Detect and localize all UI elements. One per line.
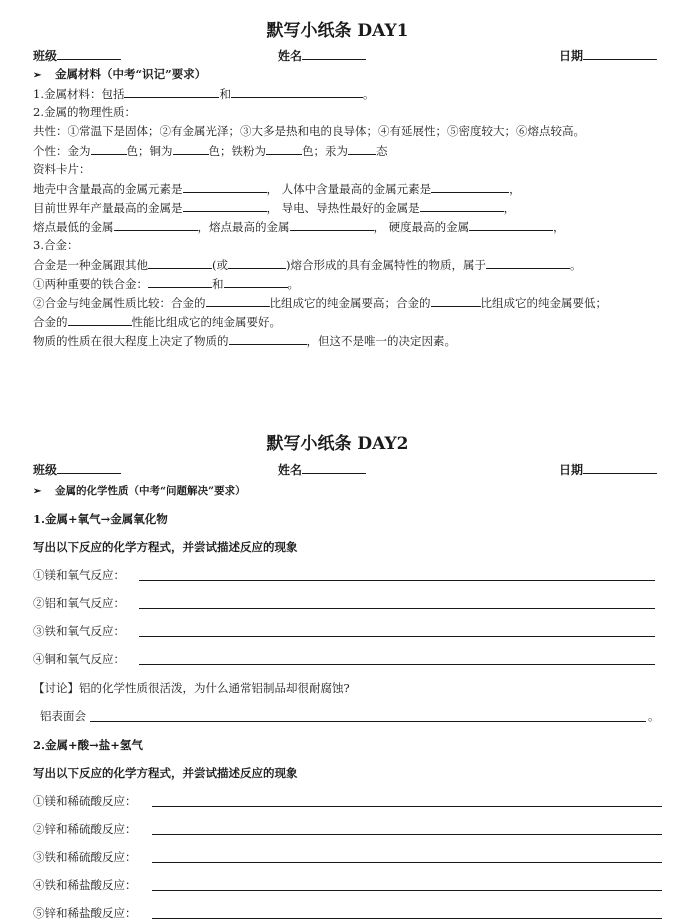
text: ，但这不是唯一的决定因素。 [306,334,456,348]
day2-name-field [278,461,366,478]
day1-line-10 [33,257,582,273]
day1-line-4 [33,143,388,159]
answer-line[interactable] [152,862,662,863]
blank[interactable] [229,333,307,345]
text: 。 [570,258,582,272]
text: )熔合形成的具有金属特性的物质，属于 [286,258,486,272]
text: 物质的性质在很大程度上决定了物质的 [33,334,229,348]
blank[interactable] [420,200,504,212]
answer-line[interactable] [152,834,662,835]
day2-s1-item-4: ④铜和氧气反应： [33,652,125,666]
day1-line-7 [33,200,515,216]
day1-line-12 [33,295,607,311]
text: 态 [376,144,388,158]
answer-line[interactable] [152,890,662,891]
blank[interactable] [348,143,376,155]
blank[interactable] [124,86,219,98]
section-title: 金属的化学性质（中考“问题解决”要求） [55,485,246,497]
day1-date-field [559,47,657,64]
text: ， [553,220,565,234]
blank[interactable] [290,219,374,231]
day2-discussion: 【讨论】铝的化学性质很活泼，为什么通常铝制品却很耐腐蚀? [33,681,350,695]
name-blank[interactable] [302,462,366,474]
arrow-bullet-icon: ➢ [33,70,42,81]
blank[interactable] [228,257,286,269]
text: 色；铜为 [126,144,173,158]
text: ， 人体中含量最高的金属元素是 [266,182,432,196]
day1-line-3: 共性：①常温下是固体；②有金属光泽；③大多是热和电的良导体；④有延展性；⑤密度较大；⑥熔点较高。 [33,124,585,138]
day2-header-row [33,461,660,477]
blank[interactable] [224,276,288,288]
day1-line-13 [33,314,281,330]
day1-line-9: 3.合金： [33,238,79,252]
text: 目前世界年产量最高的金属是 [33,201,183,215]
blank[interactable] [114,219,198,231]
answer-line[interactable] [152,918,662,919]
date-label: 日期 [559,49,584,63]
day1-line-11 [33,276,299,292]
text: ， [509,182,521,196]
text: 1.金属材料：包括 [33,87,125,101]
text: ①两种重要的铁合金： [33,277,148,291]
day1-section-heading [33,67,206,83]
day1-header-row [33,47,660,63]
text: 色；铁粉为 [208,144,266,158]
date-blank[interactable] [583,462,657,474]
text: ②合金与纯金属性质比较：合金的 [33,296,206,310]
text: 地壳中含量最高的金属元素是 [33,182,183,196]
blank[interactable] [173,143,209,155]
blank[interactable] [486,257,570,269]
date-label: 日期 [559,463,584,477]
answer-line[interactable] [139,664,655,665]
name-label: 姓名 [278,49,303,63]
day1-line-5: 资料卡片： [33,162,91,176]
class-label: 班级 [33,49,58,63]
name-blank[interactable] [302,48,366,60]
text: ， 导电、导热性最好的金属是 [266,201,420,215]
day2-class-field [33,461,121,478]
text: 比组成它的纯金属要高；合金的 [269,296,431,310]
day1-class-field [33,47,121,64]
text: 比组成它的纯金属要低； [480,296,607,310]
text: 和 [212,277,224,291]
blank[interactable] [148,257,212,269]
blank[interactable] [469,219,553,231]
day2-s2-item-4: ④铁和稀盐酸反应： [33,878,137,892]
blank[interactable] [266,143,302,155]
blank[interactable] [183,181,267,193]
blank[interactable] [148,276,212,288]
day2-s2-item-2: ②锌和稀硫酸反应： [33,822,137,836]
day1-line-14 [33,333,456,349]
blank[interactable] [68,314,132,326]
day1-line-8 [33,219,565,235]
text: 和 [219,87,231,101]
arrow-bullet-icon: ➢ [33,486,42,497]
text: 熔点最低的金属 [33,220,114,234]
date-blank[interactable] [583,48,657,60]
day2-date-field [559,461,657,478]
day2-answer-end: 。 [648,709,660,723]
text: 性能比组成它的纯金属要好。 [131,315,281,329]
blank[interactable] [91,143,127,155]
day2-sub1-instruction: 写出以下反应的化学方程式，并尝试描述反应的现象 [33,540,298,554]
day1-title: 默写小纸条 DAY1 [266,21,409,41]
answer-line[interactable] [139,636,655,637]
answer-line[interactable] [139,580,655,581]
day2-s1-item-3: ③铁和氧气反应： [33,624,125,638]
day2-s1-item-1: ①镁和氧气反应： [33,568,125,582]
answer-line[interactable] [152,806,662,807]
section-title: 金属材料（中考“识记”要求） [55,67,207,81]
text: ， 硬度最高的金属 [373,220,470,234]
blank[interactable] [183,200,267,212]
day2-sub2-instruction: 写出以下反应的化学方程式，并尝试描述反应的现象 [33,766,298,780]
day2-s2-item-5: ⑤锌和稀盐酸反应： [33,906,137,920]
day1-line-1 [33,86,374,102]
class-blank[interactable] [57,48,121,60]
blank[interactable] [231,86,363,98]
text: 。 [287,277,299,291]
class-label: 班级 [33,463,58,477]
day2-s2-item-3: ③铁和稀硫酸反应： [33,850,137,864]
text: 个性：金为 [33,144,91,158]
day2-sub2-title: 2.金属+酸→盐+氢气 [33,738,143,752]
day1-line-6 [33,181,521,197]
blank[interactable] [431,181,509,193]
text: 合金的 [33,315,68,329]
answer-line[interactable] [90,721,646,722]
class-blank[interactable] [57,462,121,474]
text: ， [503,201,516,215]
text: ，熔点最高的金属 [197,220,290,234]
text: 。 [362,87,375,101]
day1-name-field [278,47,366,64]
name-label: 姓名 [278,463,303,477]
day2-answer-prefix: 铝表面会 [40,709,86,723]
text: 合金是一种金属跟其他 [33,258,148,272]
day2-s1-item-2: ②铝和氧气反应： [33,596,125,610]
day2-s2-item-1: ①镁和稀硫酸反应： [33,794,137,808]
blank[interactable] [431,295,481,307]
day2-title: 默写小纸条 DAY2 [266,434,409,454]
day2-sub1-title: 1.金属+氧气→金属氧化物 [33,512,168,526]
text: 色；汞为 [302,144,348,158]
answer-line[interactable] [139,608,655,609]
blank[interactable] [206,295,270,307]
text: (或 [212,258,228,272]
day1-line-2: 2.金属的物理性质： [33,105,136,119]
day2-section-heading [33,484,246,499]
